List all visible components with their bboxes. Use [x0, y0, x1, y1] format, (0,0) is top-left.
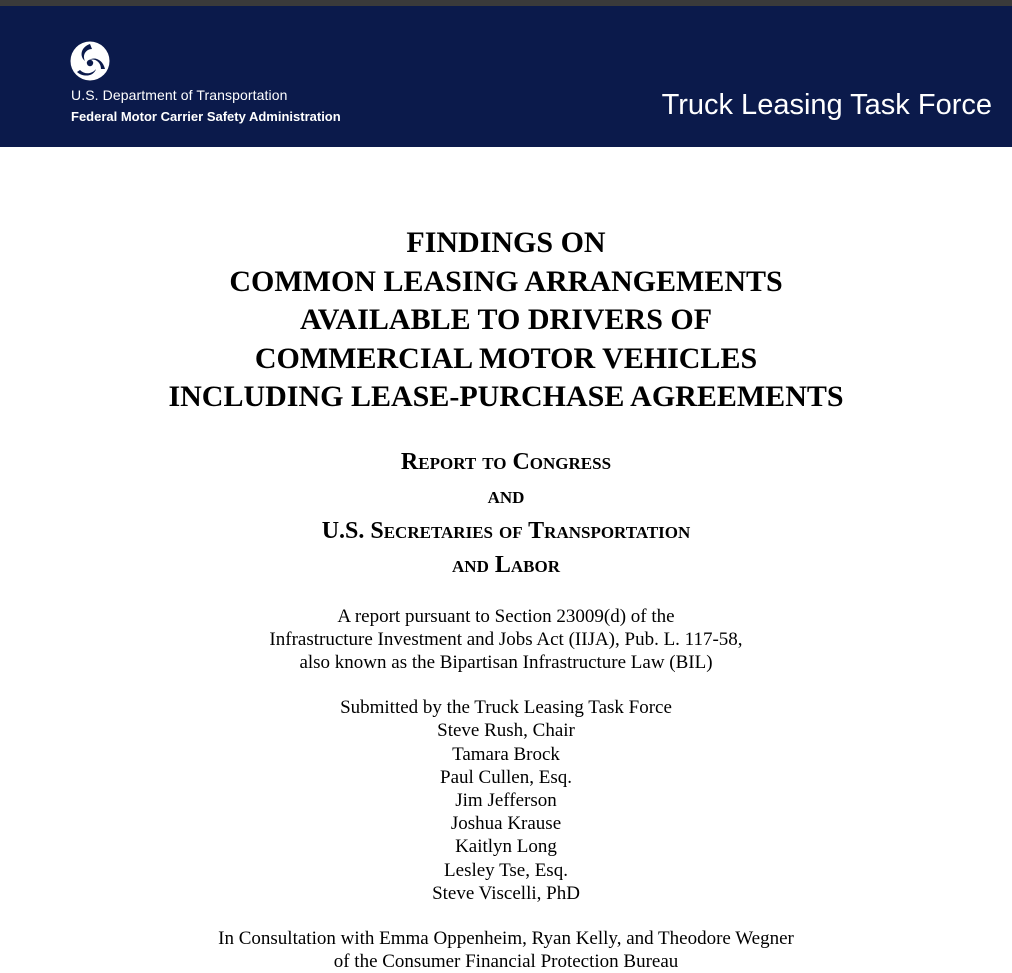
- member-name: Paul Cullen, Esq.: [440, 766, 572, 788]
- member-name: Steve Rush, Chair: [437, 720, 575, 742]
- member-name: Kaitlyn Long: [455, 836, 557, 858]
- header-banner: [0, 6, 1012, 147]
- member-name: Steve Viscelli, PhD: [432, 882, 580, 904]
- statute-line: also known as the Bipartisan Infrastructure Law (BIL): [299, 651, 713, 673]
- consultation-line: In Consultation with Emma Oppenheim, Ryan Kelly, and Theodore Wegner: [218, 927, 794, 949]
- submitted-by: Submitted by the Truck Leasing Task Force: [340, 697, 672, 719]
- title-line: INCLUDING LEASE-PURCHASE AGREEMENTS: [168, 380, 844, 413]
- statute-line: Infrastructure Investment and Jobs Act (IIJA), Pub. L. 117-58,: [269, 628, 743, 650]
- member-name: Joshua Krause: [450, 813, 562, 835]
- agency-name: Federal Motor Carrier Safety Administration: [71, 109, 341, 124]
- consultation-note: [0, 927, 1012, 973]
- task-force-members: [0, 696, 1012, 905]
- recipient-line: Report to Congress: [400, 448, 612, 475]
- member-name: Jim Jefferson: [455, 789, 557, 811]
- title-line: COMMON LEASING ARRANGEMENTS: [229, 264, 783, 298]
- statutory-basis: [0, 605, 1012, 675]
- program-title: Truck Leasing Task Force: [661, 89, 992, 121]
- department-name: U.S. Department of Transportation: [71, 87, 288, 103]
- cover-content: [0, 224, 1012, 973]
- dot-triskelion-logo-icon: [70, 41, 110, 81]
- report-main-title: [0, 224, 1012, 417]
- member-name: Tamara Brock: [452, 743, 560, 765]
- title-line: COMMERCIAL MOTOR VEHICLES: [254, 341, 758, 375]
- statute-line: A report pursuant to Section 23009(d) of the: [337, 605, 675, 627]
- title-line: AVAILABLE TO DRIVERS OF: [299, 303, 713, 336]
- title-line: FINDINGS ON: [406, 226, 606, 259]
- report-recipients: [0, 445, 1012, 583]
- member-name: Lesley Tse, Esq.: [444, 859, 568, 881]
- recipient-line: U.S. Secretaries of Transportation: [321, 517, 691, 544]
- consultation-line: of the Consumer Financial Protection Bureau: [333, 951, 679, 973]
- recipient-line: and: [487, 483, 525, 509]
- recipient-line: and Labor: [452, 552, 560, 578]
